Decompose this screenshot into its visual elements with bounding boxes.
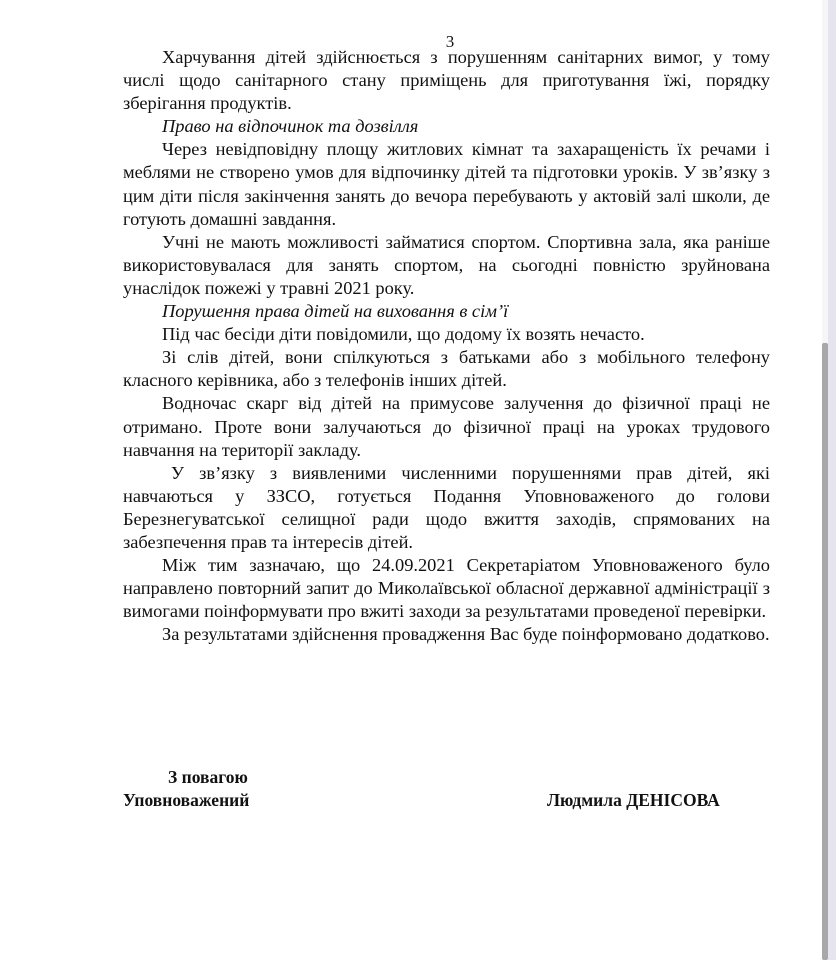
paragraph-repeat-request: Між тим зазначаю, що 24.09.2021 Секретаріатом Уповноваженого було направлено повторний запит до Миколаївської обласної державної адміністрації з вимогами поінформувати про вжиті заходи за результатами проведеної перевірки.: [123, 555, 770, 622]
signature-name: Людмила ДЕНІСОВА: [547, 790, 720, 810]
section-heading-rest-leisure: Право на відпочинок та дозвілля: [162, 116, 419, 137]
signature-greeting: З повагою: [168, 767, 248, 787]
document-body: [123, 46, 770, 646]
signature-title: Уповноважений: [123, 790, 250, 810]
paragraph-sports: Учні не мають можливості займатися спортом. Спортивна зала, яка раніше використовувалася для занять спортом, на сьогодні повністю зруйнована унаслідок пожежі у травні 2021 року.: [123, 231, 770, 298]
paragraph-physical-labor: Водночас скарг від дітей на примусове залучення до фізичної праці не отримано. Проте вони залучаються до фізичної праці на уроках трудового навчання на території закладу.: [123, 393, 770, 460]
paragraph-living-conditions: Через невідповідну площу житлових кімнат та захаращеність їх речами і меблями не створено умов для відпочинку дітей та підготовки уроків. У зв’язку з цим діти після закінчення занять до вечора перебувають у актовій залі школи, де готують домашні завдання.: [123, 139, 770, 229]
paragraph-communication: Зі слів дітей, вони спілкуються з батьками або з мобільного телефону класного керівника, або з телефонів інших дітей.: [123, 347, 770, 391]
paragraph-food-hygiene: Харчування дітей здійснюється з порушенням санітарних вимог, у тому числі щодо санітарного стану приміщень для приготування їжі, порядку зберігання продуктів.: [123, 47, 770, 114]
section-heading-family-upbringing: Порушення права дітей на виховання в сім’ї: [162, 301, 509, 322]
paragraph-submission: У зв’язку з виявленими численними порушеннями прав дітей, які навчаються у ЗЗСО, готується Подання Уповноваженого до голови Березнегуватської селищної ради щодо вжиття заходів, спрямованих на забезпечення прав та інтересів дітей.: [123, 462, 770, 552]
paragraph-visits-home: Під час бесіди діти повідомили, що додому їх возять нечасто.: [162, 324, 645, 345]
paragraph-further-info: За результатами здійснення провадження Вас буде поінформовано додатково.: [162, 624, 770, 645]
page-number: 3: [445, 32, 455, 51]
scrollbar-thumb[interactable]: [822, 343, 828, 960]
scrollbar-track[interactable]: [828, 0, 836, 960]
